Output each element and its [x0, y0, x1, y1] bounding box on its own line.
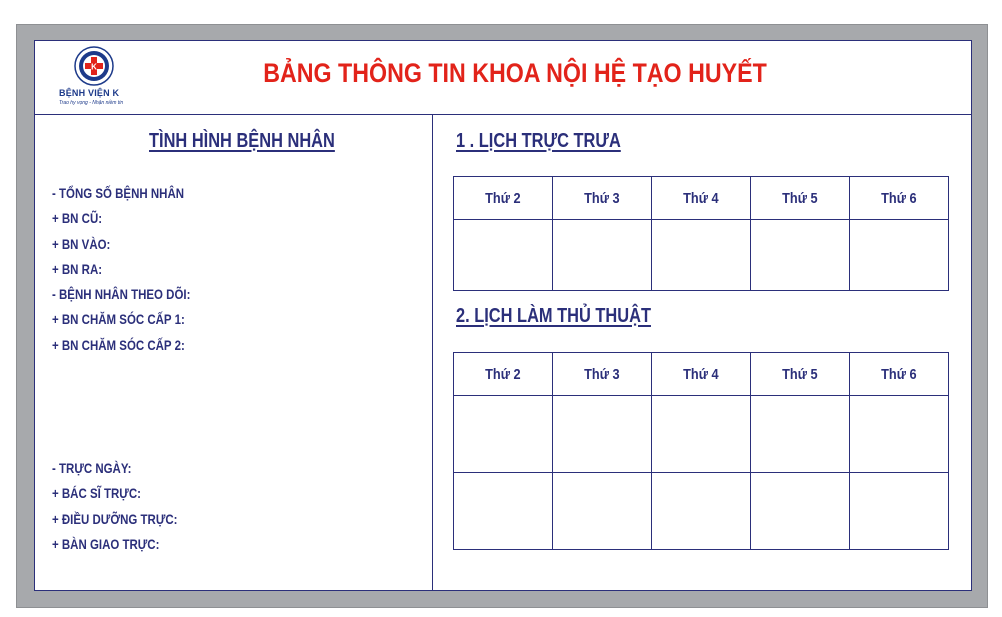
svg-text:K: K: [91, 62, 97, 72]
table-header-row: [454, 177, 949, 220]
table-cell: [553, 473, 652, 550]
column-header: Thứ 6: [850, 353, 949, 396]
list-item: - TRỰC NGÀY:: [52, 460, 132, 476]
patients-heading: TÌNH HÌNH BỆNH NHÂN: [149, 130, 335, 152]
table-header-row: [454, 353, 949, 396]
column-header: Thứ 5: [751, 177, 850, 220]
hospital-slogan: Trao hy vọng - Nhận niềm tin: [59, 100, 124, 106]
table-cell: [850, 220, 949, 291]
lunch-schedule-heading: 1 . LỊCH TRỰC TRƯA: [456, 130, 621, 152]
list-item: + BN CHĂM SÓC CẤP 1:: [52, 311, 185, 328]
list-item: + BÁC SĨ TRỰC:: [52, 485, 141, 502]
patient-stats-list: [52, 183, 221, 360]
list-item: + BÀN GIAO TRỰC:: [52, 535, 160, 552]
duty-list: [52, 458, 205, 559]
table-row: [454, 473, 949, 550]
column-divider: [432, 114, 433, 591]
table-cell: [454, 220, 553, 291]
table-cell: [751, 396, 850, 473]
table-cell: [652, 473, 751, 550]
table-cell: [454, 473, 553, 550]
column-header: Thứ 6: [850, 177, 949, 220]
list-item: + BN VÀO:: [52, 235, 111, 252]
column-header: Thứ 3: [553, 177, 652, 220]
column-header: Thứ 4: [652, 353, 751, 396]
table-cell: [652, 396, 751, 473]
list-item: + BN CŨ:: [52, 210, 103, 227]
board-title: BẢNG THÔNG TIN KHOA NỘI HỆ TẠO HUYẾT: [263, 58, 767, 88]
header-divider: [34, 114, 972, 115]
table-cell: [553, 396, 652, 473]
table-row: [454, 396, 949, 473]
table-cell: [652, 220, 751, 291]
list-item: + ĐIỀU DƯỠNG TRỰC:: [52, 510, 178, 527]
column-header: Thứ 3: [553, 353, 652, 396]
procedure-schedule-heading: 2. LỊCH LÀM THỦ THUẬT: [456, 305, 651, 327]
table-cell: [454, 396, 553, 473]
list-item: - TỔNG SỐ BỆNH NHÂN: [52, 185, 185, 201]
list-item: - BỆNH NHÂN THEO DÕI:: [52, 286, 191, 303]
list-item: + BN CHĂM SÓC CẤP 2:: [52, 336, 185, 353]
hospital-logo: [55, 46, 140, 110]
hospital-emblem-icon: [72, 46, 116, 86]
list-item: + BN RA:: [52, 260, 103, 277]
column-header: Thứ 2: [454, 353, 553, 396]
table-cell: [751, 473, 850, 550]
procedure-schedule-table: [453, 352, 949, 550]
column-header: Thứ 4: [652, 177, 751, 220]
table-cell: [751, 220, 850, 291]
table-row: [454, 220, 949, 291]
table-cell: [553, 220, 652, 291]
table-cell: [850, 396, 949, 473]
lunch-schedule-table: [453, 176, 949, 291]
column-header: Thứ 5: [751, 353, 850, 396]
hospital-name: BỆNH VIỆN K: [59, 88, 120, 98]
column-header: Thứ 2: [454, 177, 553, 220]
table-cell: [850, 473, 949, 550]
